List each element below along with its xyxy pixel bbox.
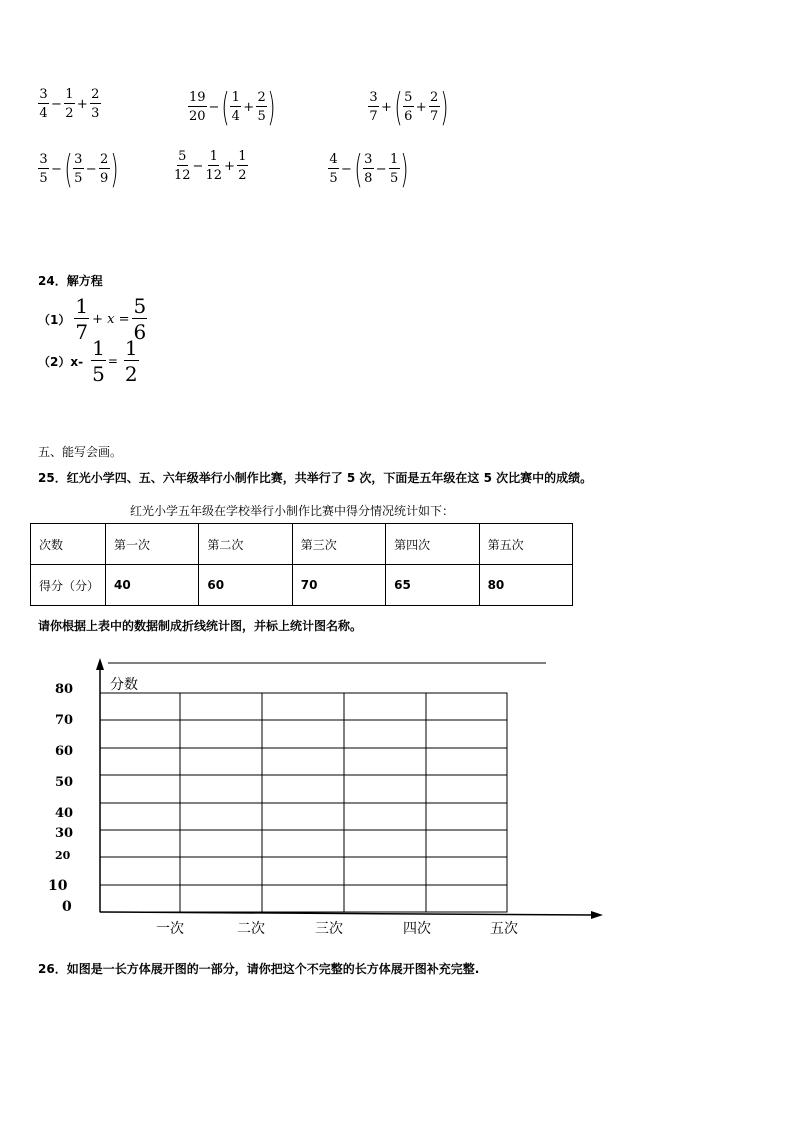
table-cell: 得分（分） — [31, 565, 106, 606]
x-tick-label: 五次 — [490, 921, 518, 937]
table-cell: 第三次 — [292, 524, 385, 565]
table-cell: 65 — [386, 565, 479, 606]
y-tick-label: 10 — [48, 878, 68, 894]
y-axis-arrow — [96, 658, 104, 670]
calc-expr-2: $\frac{19}{20}$ − ( $\frac{1}{4}$ + $\frac{2}{5}$ ) — [189, 85, 276, 129]
q24-equation-1: （1） $\frac{1}{7}$ + x = $\frac{5}{6}$ — [38, 294, 147, 344]
table-cell: 第二次 — [199, 524, 292, 565]
x-tick-label: 四次 — [403, 921, 431, 937]
table-cell: 第五次 — [479, 524, 572, 565]
score-table — [30, 523, 573, 606]
q25-stem: 25．红光小学四、五、六年级举行小制作比赛，共举行了 5 次，下面是五年级在这 5 次比赛中的成绩。 — [38, 471, 593, 485]
table-cell: 40 — [106, 565, 199, 606]
y-tick-label: 50 — [55, 775, 74, 790]
y-tick-label: 30 — [55, 826, 74, 841]
grid-lines — [100, 693, 507, 912]
y-tick-label: 80 — [55, 682, 74, 697]
calc-expr-3: $\frac{3}{7}$ + ( $\frac{5}{6}$ + $\frac{2}{7}$ ) — [369, 85, 449, 129]
q25-instruction: 请你根据上表中的数据制成折线统计图，并标上统计图名称。 — [38, 619, 363, 633]
y-tick-label: 40 — [55, 806, 74, 821]
table-cell: 第一次 — [106, 524, 199, 565]
blank-line-chart-grid — [0, 650, 794, 950]
y-tick-label: 60 — [55, 744, 74, 759]
calc-expr-5: $\frac{5}{12}$ − $\frac{1}{12}$ + $\frac{1}{2}$ — [174, 149, 247, 183]
table-cell: 60 — [199, 565, 292, 606]
table-cell: 第四次 — [386, 524, 479, 565]
table-header-row — [31, 524, 573, 565]
table-cell: 70 — [292, 565, 385, 606]
calc-expr-1: $\frac{3}{4}$ − $\frac{1}{2}$ + $\frac{2}{3}$ — [39, 87, 100, 121]
q26-text: 26．如图是一长方体展开图的一部分，请你把这个不完整的长方体展开图补充完整. — [38, 962, 480, 976]
section-5-heading: 五、能写会画。 — [38, 445, 123, 459]
y-axis-title: 分数 — [110, 677, 138, 693]
y-tick-label: 0 — [62, 899, 72, 915]
x-tick-label: 三次 — [315, 921, 343, 937]
x-tick-label: 二次 — [237, 921, 265, 937]
y-tick-label: 70 — [55, 713, 74, 728]
table-row — [31, 565, 573, 606]
q24-title: 24．解方程 — [38, 274, 103, 288]
x-tick-label: 一次 — [156, 921, 184, 937]
calc-expr-4: $\frac{3}{5}$ − ( $\frac{3}{5}$ − $\frac{2}{9}$ ) — [39, 147, 119, 191]
table-cell: 80 — [479, 565, 572, 606]
q25-table-title: 红光小学五年级在学校举行小制作比赛中得分情况统计如下： — [130, 504, 455, 518]
calc-expr-6: $\frac{4}{5}$ − ( $\frac{3}{8}$ − $\frac{1}{5}$ ) — [329, 147, 409, 191]
table-cell: 次数 — [31, 524, 106, 565]
y-tick-label: 20 — [55, 849, 71, 862]
x-axis-arrow — [591, 911, 603, 919]
q24-equation-2: （2）x- $\frac{1}{5}$ = $\frac{1}{2}$ — [38, 336, 138, 386]
